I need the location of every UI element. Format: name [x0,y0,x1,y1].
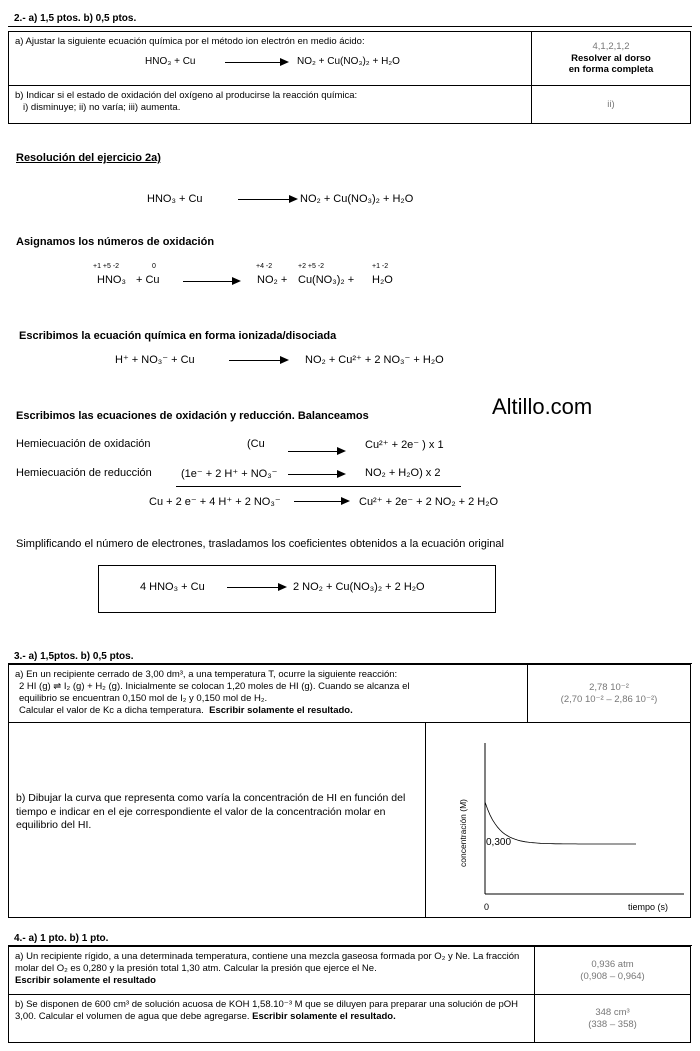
eq2-arrow [183,281,239,282]
q4a-cell [9,947,535,995]
res-eq1-right: NO₂ + Cu(NO₃)₂ + H₂O [300,193,414,205]
q2a-answer-cell [532,32,691,86]
eq3-left: H⁺ + NO₃⁻ + Cu [115,354,195,366]
step3-title: Escribimos las ecuaciones de oxidación y reducción. Balanceamos [16,410,369,422]
q3-header: 3.- a) 1,5ptos. b) 0,5 ptos. [14,651,134,662]
ox-cu: 0 [152,263,156,270]
red-half-arrow [288,474,344,475]
q4a-text: a) Un recipiente rígido, a una determinada temperatura, contiene una mezcla gaseosa formada por O₂ y Ne. La fracción molar del O₂ es 0,280 y la presión total 1,30 atm. Calcular la presión que ejerce el Ne. [15,951,520,974]
q4-header: 4.- a) 1 pto. b) 1 pto. [14,933,109,944]
q2a-eq-right: NO₂ + Cu(NO₃)₂ + H₂O [297,55,400,67]
q2a-arrow [225,62,287,63]
ox-no2: +4 -2 [256,263,273,270]
sum-rule [176,486,461,487]
q2a-eq-left: HNO₃ + Cu [145,55,196,67]
q2a-text: a) Ajustar la siguiente ecuación química por el método ion electrón en medio ácido: [15,36,365,47]
q2-rule [8,26,692,27]
chart-ylabel: concentración (M) [458,798,468,868]
q4a-answer-cell [535,947,691,995]
res-eq1-left: HNO₃ + Cu [147,193,203,205]
simplify-text: Simplificando el número de electrones, trasladamos los coeficientes obtenidos a la ecuación original [16,538,504,550]
eq2-cuno3: Cu(NO₃)₂ + [298,274,355,286]
q2b-text-2: i) disminuye; ii) no varía; iii) aumenta. [23,101,181,113]
q2a-cell [9,32,532,86]
q2-header: 2.- a) 1,5 ptos. b) 0,5 ptos. [14,13,137,24]
q3a-line4: Calcular el valor de Kc a dicha temperatura. [19,704,204,716]
eq2-no2: NO₂ + [257,274,288,286]
q4b-bold: Escribir solamente el resultado. [252,1010,396,1022]
q4b-answer: 348 cm³ [595,1006,630,1018]
step1-title: Asignamos los números de oxidación [16,236,215,248]
sum-right: Cu²⁺ + 2e⁻ + 2 NO₂ + 2 H₂O [359,496,499,508]
sum-arrow [294,501,348,502]
red-half-right: NO₂ + H₂O) x 2 [365,467,441,479]
q2a-answer-note-2: en forma completa [568,64,654,76]
ox-h2o: +1 -2 [372,263,389,270]
q4b-cell [9,995,535,1043]
q3a-line1: a) En un recipiente cerrado de 3,00 dm³, a una temperatura T, ocurre la siguiente reacción: [15,669,398,680]
q2-table [8,31,691,124]
q3a-answer: 2,78 10⁻² [589,681,629,693]
ox-half-left: (Cu [247,438,265,450]
eq2-hno3: HNO₃ [97,274,126,286]
eq2-h2o: H₂O [372,274,393,286]
ox-half-right: Cu²⁺ + 2e⁻ ) x 1 [365,439,444,451]
eq3-right: NO₂ + Cu²⁺ + 2 NO₃⁻ + H₂O [305,354,444,366]
q2b-text-1: b) Indicar si el estado de oxidación del oxígeno al producirse la reacción química: [15,90,358,101]
ox-cuno3: +2 +5 -2 [298,263,325,270]
ox-half-arrow [288,451,344,452]
q3b-text: b) Dibujar la curva que representa como varía la concentración de HI en función del tiempo e indicar en el eje correspondiente el valor de la concentración molar en equilibrio del HI. [16,792,406,832]
red-half-label: Hemiecuación de reducción [16,467,152,479]
q3a-range: (2,70 10⁻² – 2,86 10⁻²) [560,693,658,705]
q4a-range: (0,908 – 0,964) [580,970,645,982]
q3-chart [426,723,690,917]
q3a-cell [9,665,528,723]
q4-table [8,946,691,1043]
eq2-cu: + Cu [136,274,160,286]
q3a-line4-bold: Escribir solamente el resultado. [209,704,353,716]
q4b-answer-cell [535,995,691,1043]
final-arrow [227,587,285,588]
chart-zero-label: 0 [484,902,490,912]
res-eq1-arrow [238,199,296,200]
final-right: 2 NO₂ + Cu(NO₃)₂ + 2 H₂O [293,581,425,593]
ox-hno3: +1 +5 -2 [93,263,120,270]
q3a-line3: equilibrio se encuentran 0,150 mol de I₂ y 0,150 mol de H₂. [19,692,268,704]
q4b-text: b) Se disponen de 600 cm³ de solución acuosa de KOH 1,58.10⁻³ M que se diluyen para preparar una solución de pOH 3,00. Calcular el volumen de agua que debe agregarse. [15,999,519,1022]
chart-xlabel: tiempo (s) [628,902,669,912]
q3a-answer-cell [528,665,691,723]
watermark: Altillo.com [492,394,593,419]
q2b-answer: ii) [532,86,691,124]
resolution-title: Resolución del ejercicio 2a) [16,152,161,164]
q2a-answer-note-1: Resolver al dorso [571,52,651,64]
q2a-answer: 4,1,2,1,2 [592,40,630,52]
final-left: 4 HNO₃ + Cu [140,581,205,593]
eq3-arrow [229,360,287,361]
red-half-left: (1e⁻ + 2 H⁺ + NO₃⁻ [181,468,278,480]
q2b-cell [9,86,532,124]
q4a-answer: 0,936 atm [591,958,634,970]
sum-left: Cu + 2 e⁻ + 4 H⁺ + 2 NO₃⁻ [149,496,281,508]
q3a-line2: 2 HI (g) ⇌ I₂ (g) + H₂ (g). Inicialmente se colocan 1,20 moles de HI (g). Cuando se alcanza el [19,680,410,692]
step2-title: Escribimos la ecuación química en forma ionizada/disociada [19,330,337,342]
ox-half-label: Hemiecuación de oxidación [16,438,151,450]
chart-value-label: 0,300 [486,837,512,848]
q4b-range: (338 – 358) [588,1018,637,1030]
q3-table [8,664,691,723]
q4a-bold: Escribir solamente el resultado [15,974,156,986]
